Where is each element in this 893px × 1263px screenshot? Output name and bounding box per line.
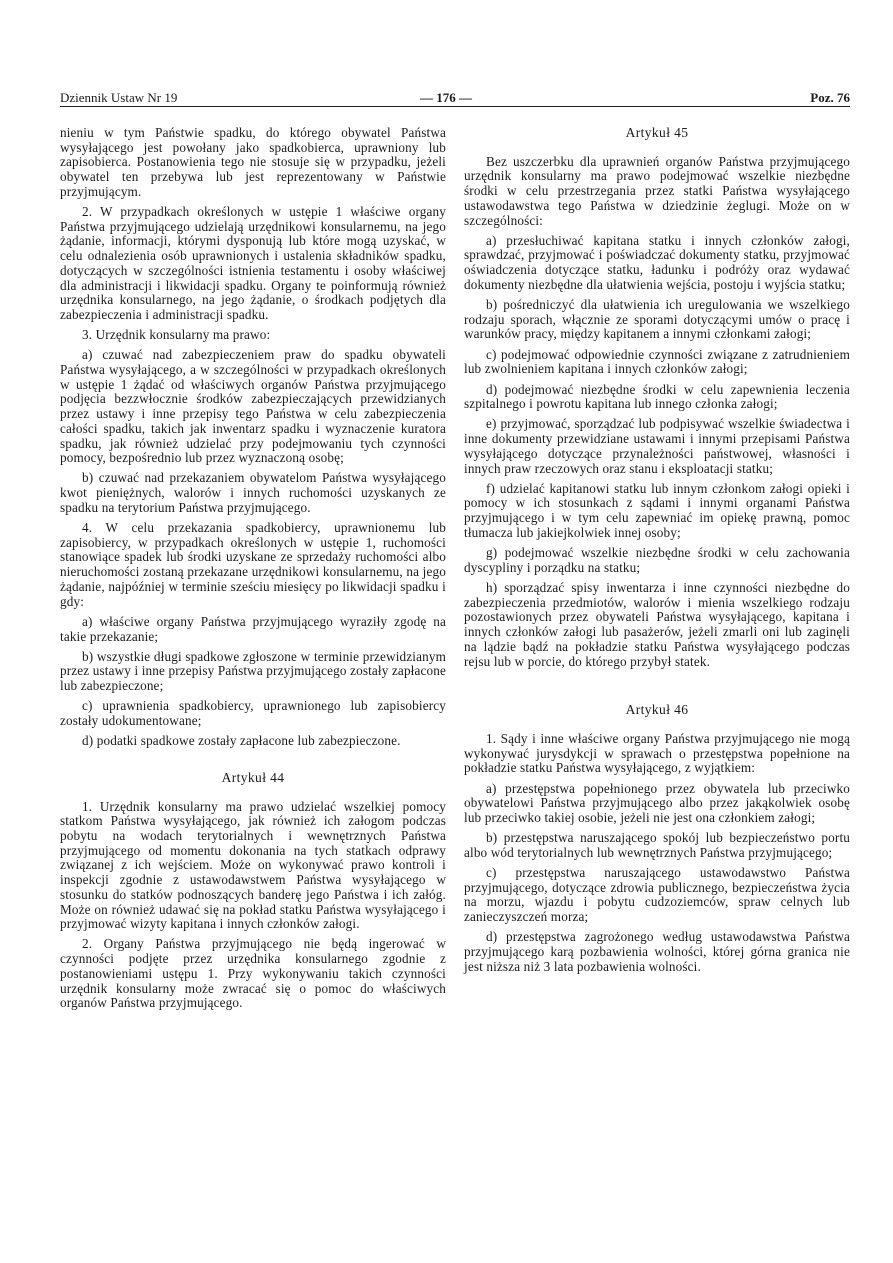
paragraph: Bez uszczerbku dla uprawnień organów Państwa przyjmującego urzędnik konsularny ma prawo podejmować wszelkie niezbędne środki w celu przestrzegania przez statki Państwa wysyłającego ustawodawstwa tego Państwa w dziedzinie żeglugi. Może on w szczególności: <box>464 153 850 228</box>
paragraph: 3. Urzędnik konsularny ma prawo: <box>82 327 271 343</box>
paragraph: h) sporządzać spisy inwentarza i inne czynności niezbędne do zabezpieczenia przedmiotów, walorów i mienia wszelkiego rodzaju pozostawionych przez obywateli Państwa wysyłającego, kapitana i innych członków załogi lub pasażerów, jeżeli zmarli oni lub zaginęli na lądzie bądź na pokładzie statku Państwa wysyłającego podczas rejsu lub w porcie, do którego przybył statek. <box>464 579 850 669</box>
paragraph: d) podejmować niezbędne środki w celu zapewnienia leczenia szpitalnego i powrotu kapitana lub innego członka załogi; <box>464 381 850 412</box>
paragraph: d) przestępstwa zagrożonego według ustawodawstwa Państwa przyjmującego karą pozbawienia wolności, której górna granica nie jest niższa niż 3 lata pozbawienia wolności. <box>464 929 850 974</box>
page-header <box>60 88 850 107</box>
paragraph: b) pośredniczyć dla ułatwienia ich uregulowania we wszelkiego rodzaju sporach, włącznie ze sporami dotyczącymi umów o pracę i warunków pracy, między kapitanem a innymi członkami załogi; <box>464 297 850 342</box>
paragraph: b) czuwać nad przekazaniem obywatelom Państwa wysyłającego kwot pieniężnych, walorów i innych ruchomości uzyskanych ze spadku na terytorium Państwa przyjmującego. <box>60 470 446 515</box>
article-45-heading: Artykuł 45 <box>625 125 689 140</box>
paragraph: g) podejmować wszelkie niezbędne środki w celu zachowania dyscypliny i porządku na statku; <box>464 545 850 575</box>
paragraph: 1. Sądy i inne właściwe organy Państwa przyjmującego nie mogą wykonywać jurysdykcji w sprawach o przestępstwa popełnione na pokładzie statku Państwa wysyłającego, z wyjątkiem: <box>464 730 850 776</box>
position-number: Poz. 76 <box>810 90 850 105</box>
paragraph: e) przyjmować, sporządzać lub podpisywać wszelkie świadectwa i inne dokumenty przewidziane ustawami i innymi przepisami Państwa wysyłającego dotyczące przynależności państwowej, własności i innych praw rzeczowych oraz stanu i eksploatacji statku; <box>464 416 850 476</box>
paragraph: d) podatki spadkowe zostały zapłacone lub zabezpieczone. <box>82 733 401 749</box>
paragraph: f) udzielać kapitanowi statku lub innym członkom załogi opieki i pomocy w ich stosunkach z sądami i innymi organami Państwa przyjmującego i w tym celu zapewniać im opiekę prawną, pomoc tłumacza lub jakiejkolwiek innej osoby; <box>464 480 850 540</box>
paragraph: 4. W celu przekazania spadkobiercy, uprawnionemu lub zapisobiercy, w przypadkach określonych w ustępie 1, ruchomości stanowiące spadek lub środki uzyskane ze sprzedaży ruchomości albo nieruchomości zostaną przekazane urzędnikowi konsularnemu, na jego żądanie, najpóźniej w terminie sześciu miesięcy po likwidacji spadku i gdy: <box>60 520 446 609</box>
paragraph: b) wszystkie długi spadkowe zgłoszone w terminie przewidzianym przez ustawy i inne przepisy Państwa przyjmującego zostały zapłacone lub zabezpieczone; <box>60 648 446 694</box>
paragraph: a) przesłuchiwać kapitana statku i innych członków załogi, sprawdzać, przyjmować i poświadczać dokumenty statku, przyjmować oświadczenia dotyczące statku, ładunku i podróży oraz wydawać dokumenty niezbędne dla ułatwienia wejścia, postoju i wyjścia statku; <box>464 232 850 292</box>
paragraph: 2. W przypadkach określonych w ustępie 1 właściwe organy Państwa przyjmującego udzielają urzędnikowi konsularnemu, na jego żądanie, informacji, którymi dysponują lub które mogą uzyskać, w celu odnalezienia osób uprawnionych i ustalenia składników spadku, dotyczących w szczególności istnienia testamentu i osoby właściwej dla administracji i likwidacji spadku. Organy te poinformują również urzędnika konsularnego, na jego żądanie, o środkach podjętych dla zabezpieczenia i administracji spadku. <box>60 204 446 322</box>
paragraph: a) przestępstwa popełnionego przez obywatela lub przeciwko obywatelowi Państwa przyjmującego albo przez jakąkolwiek osobę lub przeciwko takiej osobie, jeżeli nie jest ona członkiem załogi; <box>464 780 850 825</box>
right-column <box>464 126 850 980</box>
article-44-heading: Artykuł 44 <box>221 769 285 785</box>
continuation-paragraph: nieniu w tym Państwie spadku, do którego obywatel Państwa wysyłającego jest powołany jako spadkobierca, uprawniony lub zapisobierca. Postanowienia tego nie stosuje się w przypadku, jeżeli obywatel ten przebywa lub jest reprezentowany w Państwie przyjmującym. <box>60 125 446 199</box>
left-column <box>60 126 446 1016</box>
paragraph: c) podejmować odpowiednie czynności związane z zatrudnieniem lub zwolnieniem kapitana i innych członków załogi; <box>464 346 850 377</box>
paragraph: c) przestępstwa naruszającego ustawodawstwo Państwa przyjmującego, dotyczące zdrowia publicznego, bezpieczeństwa życia na morzu, wjazdu i pobytu cudzoziemców, spraw celnych lub zanieczyszczeń morza; <box>464 865 850 925</box>
journal-title: Dziennik Ustaw Nr 19 <box>60 90 178 105</box>
paragraph: a) czuwać nad zabezpieczeniem praw do spadku obywateli Państwa wysyłającego, a w szczególności w przypadkach określonych w ustępie 1 żądać od właściwych organów Państwa przyjmującego podjęcia bezzwłocznie środków zabezpieczających przewidzianych przez ustawy i inne przepisy tego Państwa w celu zabezpieczenia całości spadku, takich jak inwentarz spadku i wyznaczenie kuratora spadku, jak również udzielać przy podejmowaniu tych czynności pomocy, bezpośrednio lub przez wyznaczoną osobę; <box>60 347 446 466</box>
page-number: — 176 — <box>420 90 472 105</box>
paragraph: a) właściwe organy Państwa przyjmującego wyraziły zgodę na takie przekazanie; <box>60 613 446 644</box>
article-46-heading: Artykuł 46 <box>625 702 689 718</box>
paragraph: 2. Organy Państwa przyjmującego nie będą ingerować w czynności podjęte przez urzędnika konsularnego zgodnie z postanowieniami ustępu 1. Przy wykonywaniu takich czynności urzędnik konsularny może zwracać się o pomoc do właściwych organów Państwa przyjmującego. <box>60 936 446 1011</box>
paragraph: 1. Urzędnik konsularny ma prawo udzielać wszelkiej pomocy statkom Państwa wysyłającego, jak również ich załogom podczas pobytu na wodach terytorialnych i wewnętrznych Państwa przyjmującego od momentu dokonania na tych statkach odprawy związanej z ich wejściem. Może on wykonywać prawo kontroli i inspekcji zgodnie z ustawodawstwem Państwa wysyłającego w stosunku do statków podnoszących banderę jego Państwa i ich załóg. Może on również udawać się na pokład statku Państwa wysyłającego i przyjmować wizyty kapitana i innych członków załogi. <box>60 798 446 932</box>
paragraph: c) uprawnienia spadkobiercy, uprawnionego lub zapisobiercy zostały udokumentowane; <box>60 698 446 729</box>
paragraph: b) przestępstwa naruszającego spokój lub bezpieczeństwo portu albo wód terytorialnych lub wewnętrznych Państwa przyjmującego; <box>464 830 850 860</box>
